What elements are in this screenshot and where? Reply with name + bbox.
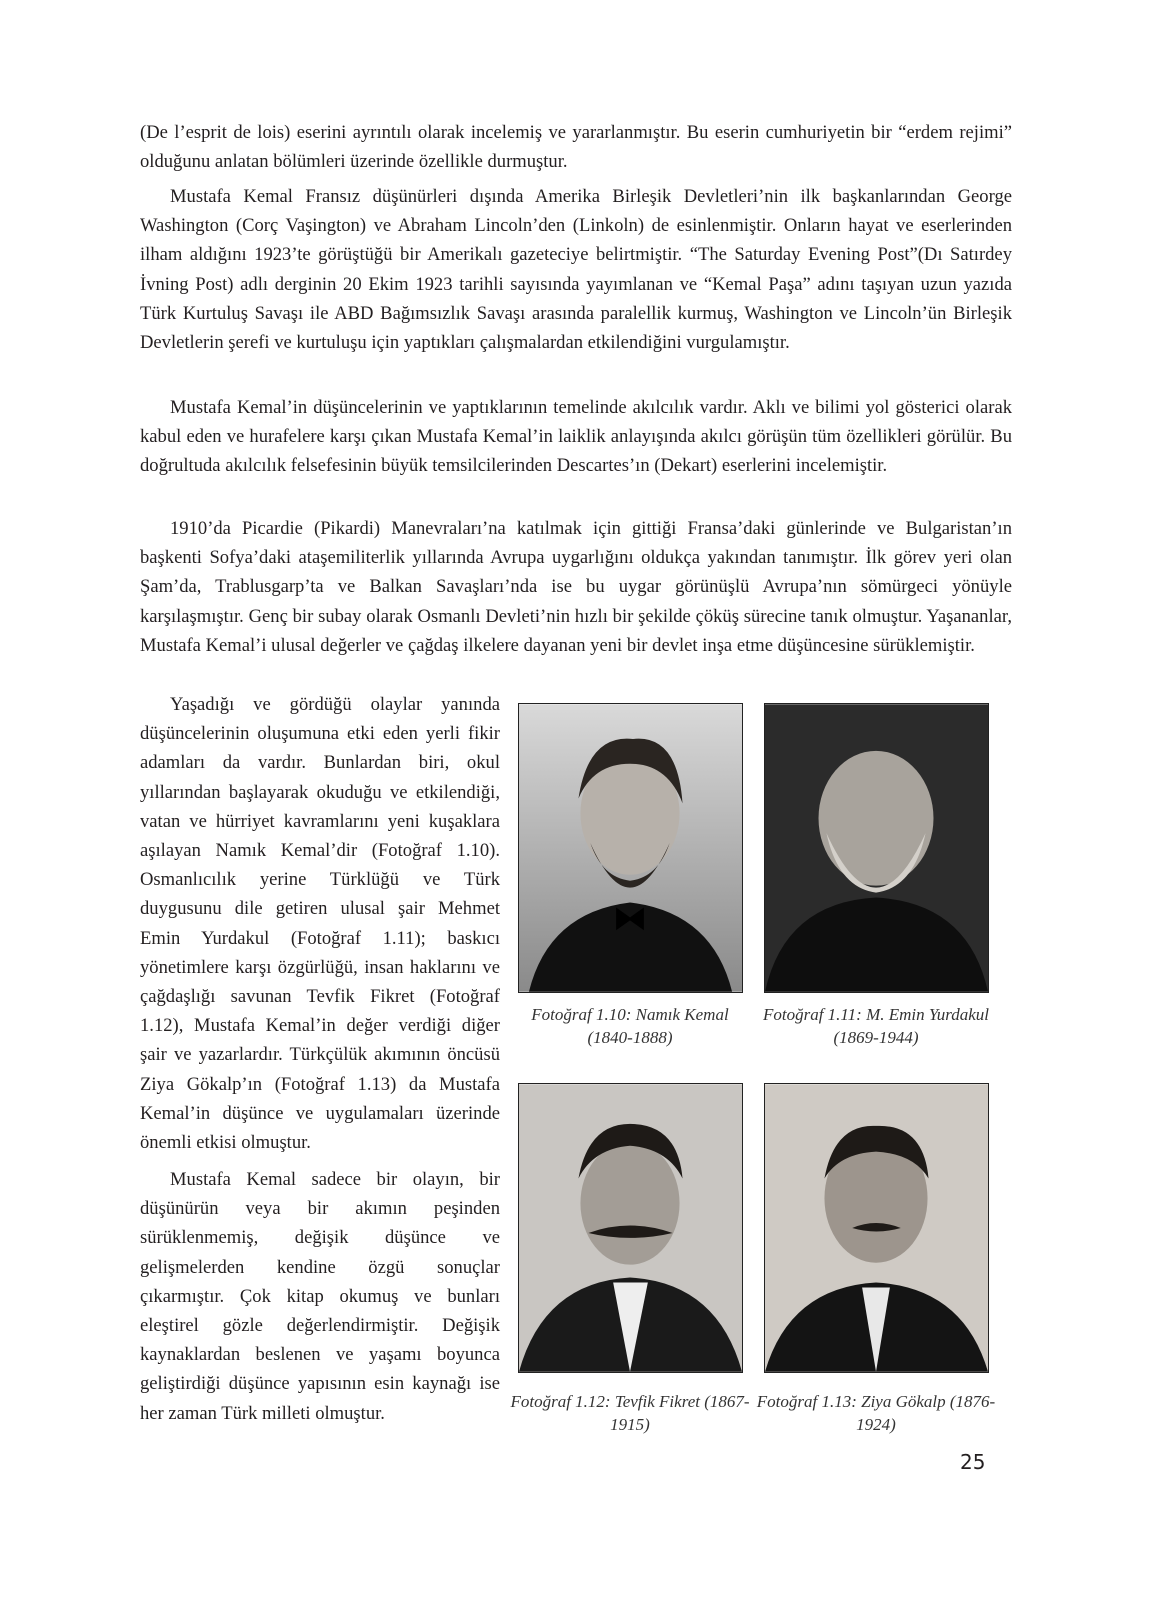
photo-caption: Fotoğraf 1.12: Tevfik Fikret (1867-1915) bbox=[510, 1392, 750, 1434]
photo-caption: Fotoğraf 1.10: Namık Kemal (1840-1888) bbox=[531, 1005, 729, 1047]
paragraph: Mustafa Kemal’in düşüncelerinin ve yaptıklarının temelinde akılcılık vardır. Aklı ve bilimi yol gösterici olarak kabul eden ve hurafelere karşı çıkan Mustafa Kemal’in laiklik anlayışında akılcı görüşün tüm özellikleri görülür. Bu doğrultuda akılcılık felsefesinin büyük temsilcilerinden Descartes’ın (Dekart) eserlerini incelemiştir. bbox=[140, 397, 1012, 477]
paragraph: Mustafa Kemal Fransız düşünürleri dışında Amerika Birleşik Devletleri’nin ilk başkanlarından George Washington (Corç Vaşington) ve Abraham Lincoln’den (Linkoln) de esinlenmiştir. Onların hayat ve eserlerinden ilham aldığını 1923’te görüştüğü bir Amerikalı gazeteciye belirtmiştir. “The Saturday Evening Post”(Dı Satırdey İvning Post) adlı derginin 20 Ekim 1923 tarihli sayısında yayımlanan ve “Kemal Paşa” adını taşıyan uzun yazıda Türk Kurtuluş Savaşı ile ABD Bağımsızlık Savaşı arasında paralellik kurmuş, Washington ve Lincoln’ün Birleşik Devletlerin şerefi ve kurtuluşu için yaptıkları çalışmalardan etkilendiğini vurgulamıştır. bbox=[140, 186, 1012, 354]
photo-tevfik-fikret bbox=[518, 1083, 743, 1373]
paragraph: Yaşadığı ve gördüğü olaylar yanında düşüncelerinin oluşumuna etki eden yerli fikir adamları da vardır. Bunlardan biri, okul yıllarından başlayarak okuduğu ve etkilendiği, vatan ve hürriyet kavramlarını yeni kuşaklara aşılayan Namık Kemal’dir (Fotoğraf 1.10). Osmanlıcılık yerine Türklüğü ve Türk duygusunu dile getiren ulusal şair Mehmet Emin Yurdakul (Fotoğraf 1.11); baskıcı yönetimlere karşı özgürlüğü, insan haklarını ve çağdaşlığı savunan Tevfik Fikret (Fotoğraf 1.12), Mustafa Kemal’in değer verdiği diğer şair ve yazarlardır. Türkçülük akımının öncüsü Ziya Gökalp’ın (Fotoğraf 1.13) da Mustafa Kemal’in düşünce ve uygulamaları üzerinde önemli etkisi olmuştur. bbox=[140, 694, 500, 1154]
paragraph: (De l’esprit de lois) eserini ayrıntılı olarak incelemiş ve yararlanmıştır. Bu eserin cumhuriyetin bir “erdem rejimi” olduğunu anlatan bölümleri üzerinde özellikle durmuştur. bbox=[140, 122, 1012, 173]
page-number: 25 bbox=[960, 1450, 986, 1474]
photo-emin-yurdakul bbox=[764, 703, 989, 993]
paragraph: Mustafa Kemal sadece bir olayın, bir düşünürün veya bir akımın peşinden sürüklenmemiş, değişik düşünce ve gelişmelerden kendine özgü sonuçlar çıkarmıştır. Çok kitap okumuş ve bunları eleştirel gözle değerlendirmiştir. Değişik kaynaklardan beslenen ve yaşamı boyunca geliştirdiği düşünce yapısının esin kaynağı ise her zaman Türk milleti olmuştur. bbox=[140, 1169, 500, 1424]
photo-caption: Fotoğraf 1.13: Ziya Gökalp (1876-1924) bbox=[756, 1392, 996, 1434]
paragraph: 1910’da Picardie (Pikardi) Manevraları’na katılmak için gittiği Fransa’daki günlerinde ve Bulgaristan’ın başkenti Sofya’daki ataşemiliterlik yıllarında Avrupa uygarlığını oldukça yakından tanımıştır. İlk görev yeri olan Şam’da, Trablusgarp’ta ve Balkan Savaşları’nda ise bu uygar görünüşlü Avrupa’nın sömürgeci yönüyle karşılaşmıştır. Genç bir subay olarak Osmanlı Devleti’nin hızlı bir şekilde çöküş sürecine tanık olmuştur. Yaşananlar, Mustafa Kemal’i ulusal değerler ve çağdaş ilkelere dayanan yeni bir devlet inşa etme düşüncesine sürüklemiştir. bbox=[140, 518, 1012, 656]
photo-caption: Fotoğraf 1.11: M. Emin Yurdakul (1869-1944) bbox=[762, 1005, 990, 1047]
photo-ziya-gokalp bbox=[764, 1083, 989, 1373]
photo-namik-kemal bbox=[518, 703, 743, 993]
